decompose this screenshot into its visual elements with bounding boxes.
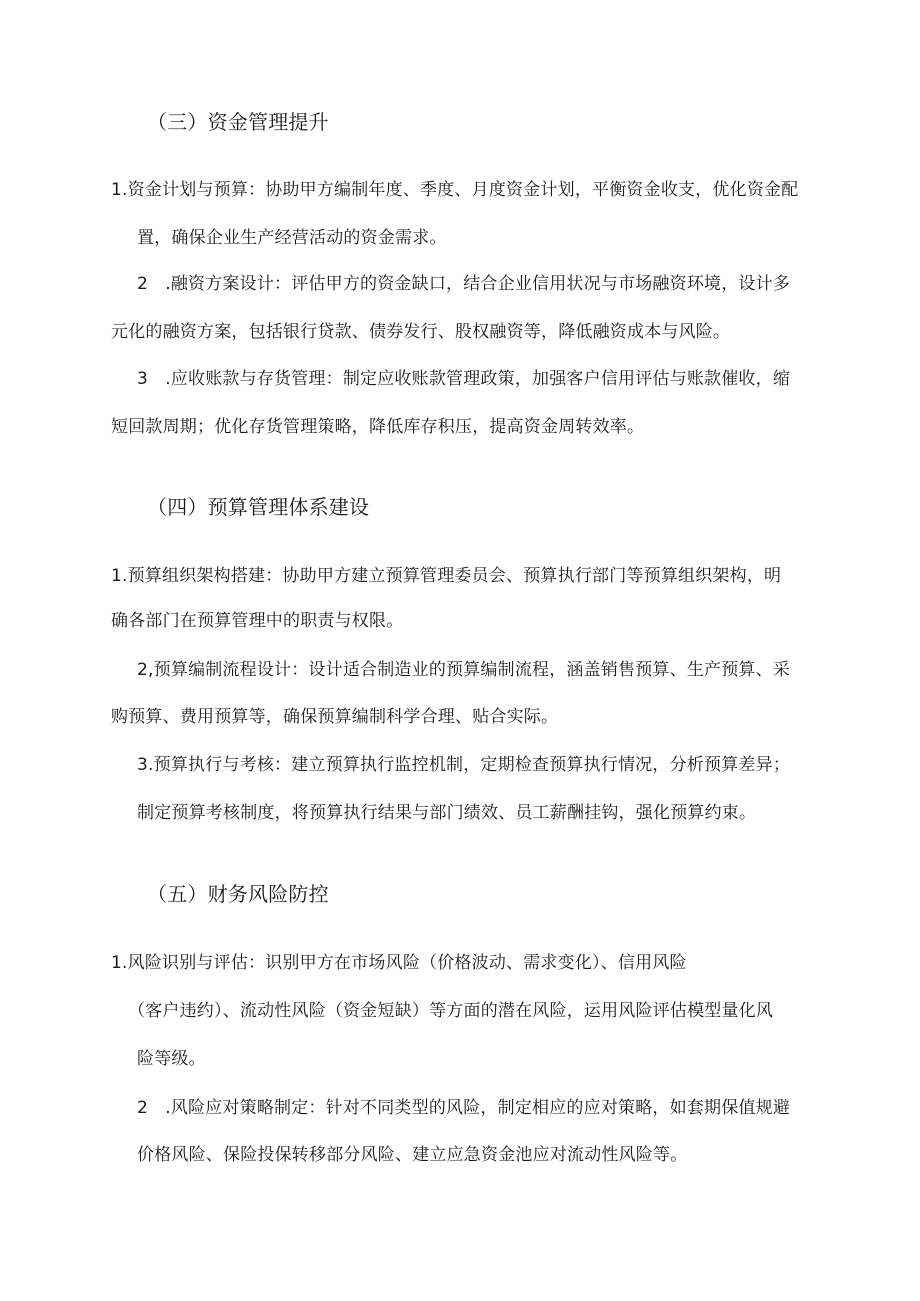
paragraph-line: 险等级。 (137, 1049, 206, 1069)
paragraph-line: 确各部门在预算管理中的职责与权限。 (111, 611, 404, 631)
paragraph-line: 2,预算编制流程设计：设计适合制造业的预算编制流程，涵盖销售预算、生产预算、采 (137, 660, 791, 680)
paragraph-line: 2 .风险应对策略制定：针对不同类型的风险，制定相应的应对策略，如套期保值规避 (137, 1098, 791, 1118)
paragraph-line: 元化的融资方案，包括银行贷款、债券发行、股权融资等，降低融资成本与风险。 (111, 322, 731, 342)
paragraph-line: 价格风险、保险投保转移部分风险、建立应急资金池应对流动性风险等。 (137, 1145, 688, 1165)
paragraph-line: 3 .应收账款与存货管理：制定应收账款管理政策，加强客户信用评估与账款催收，缩 (137, 369, 791, 389)
paragraph-line: 1.预算组织架构搭建：协助甲方建立预算管理委员会、预算执行部门等预算组织架构，明 (111, 566, 782, 586)
section-heading: （五）财务风险防控 (147, 882, 329, 906)
paragraph-line: 3.预算执行与考核：建立预算执行监控机制，定期检查预算执行情况，分析预算差异； (137, 755, 791, 775)
paragraph-line: 购预算、费用预算等，确保预算编制科学合理、贴合实际。 (111, 707, 559, 727)
paragraph-line: 1.风险识别与评估：识别甲方在市场风险（价格波动、需求变化）、信用风险 (111, 953, 687, 973)
section-heading: （四）预算管理体系建设 (147, 495, 370, 519)
paragraph-line: 制定预算考核制度，将预算执行结果与部门绩效、员工薪酬挂钩，强化预算约束。 (137, 803, 757, 823)
paragraph-line: 1.资金计划与预算：协助甲方编制年度、季度、月度资金计划，平衡资金收支，优化资金配 (111, 180, 799, 200)
paragraph-line: 2 .融资方案设计：评估甲方的资金缺口，结合企业信用状况与市场融资环境，设计多 (137, 274, 791, 294)
paragraph-line: 短回款周期；优化存货管理策略，降低库存积压，提高资金周转效率。 (111, 417, 645, 437)
paragraph-line: 置，确保企业生产经营活动的资金需求。 (137, 228, 447, 248)
section-heading: （三）资金管理提升 (147, 110, 329, 134)
paragraph-line: （客户违约）、流动性风险（资金短缺）等方面的潜在风险，运用风险评估模型量化风 (128, 1001, 774, 1021)
